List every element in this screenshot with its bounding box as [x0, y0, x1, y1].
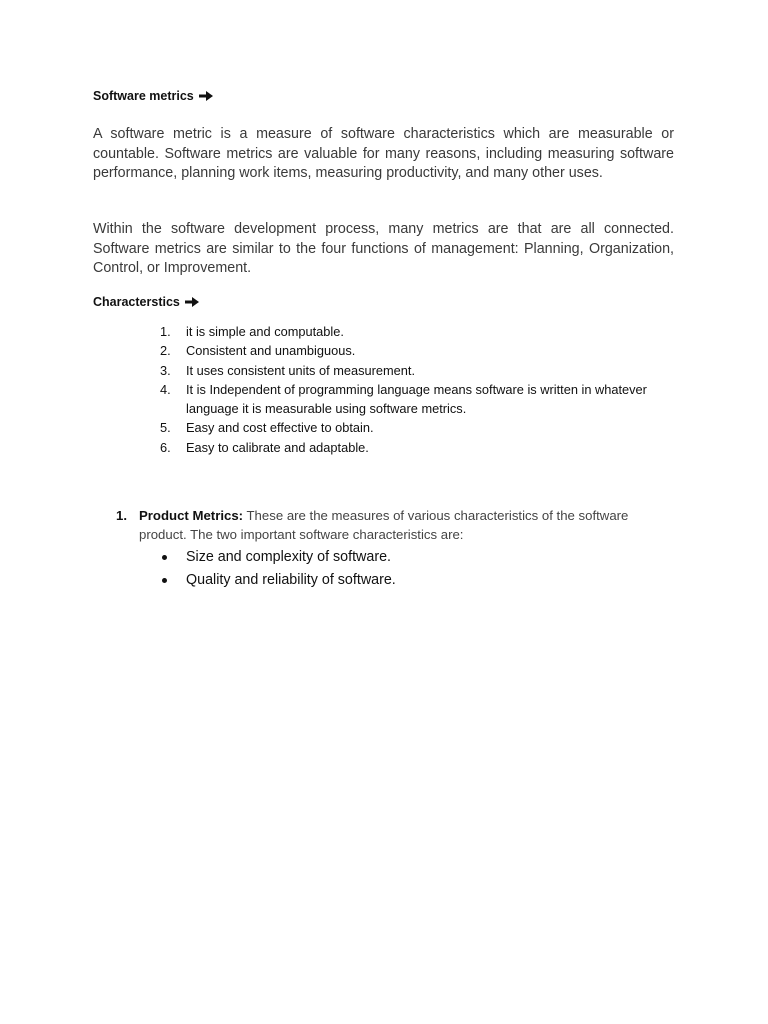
characteristics-list [160, 322, 660, 457]
product-metrics-body [139, 506, 676, 544]
list-item-text: It is Independent of programming language means software is written in whatever language it is measurable using software metrics. [186, 381, 647, 417]
list-item-number: 6. [160, 439, 171, 455]
list-item-number: 1. [160, 324, 171, 339]
bullet-item-text: Quality and reliability of software. [186, 572, 396, 588]
list-item-number: 4. [160, 381, 171, 397]
list-item [160, 322, 660, 341]
heading-software-metrics-text: Software metrics [93, 89, 194, 103]
list-item [160, 380, 660, 419]
list-item-text: it is simple and computable. [186, 324, 344, 339]
list-item-text: It uses consistent units of measurement. [186, 362, 416, 378]
list-item-text: Easy and cost effective to obtain. [186, 420, 374, 436]
paragraph-development-process: Within the software development process, many metrics are that are all connected. Software metrics are similar to the four functions of management: Planning, Organization, Control, or Improvement. [93, 221, 674, 276]
list-item [160, 341, 660, 360]
list-item-text: Consistent and unambiguous. [186, 343, 356, 359]
paragraph-definition: A software metric is a measure of software characteristics which are measurable or countable. Software metrics are valuable for many reasons, including measuring software performance, planning work items, measuring productivity, and many other uses. [93, 126, 674, 181]
bullet-dot-icon [162, 555, 167, 560]
bullet-item [162, 546, 396, 569]
bullet-item-text: Size and complexity of software. [186, 549, 392, 565]
list-item-number: 3. [160, 362, 171, 378]
product-metrics-lead: Product Metrics: [139, 508, 244, 523]
bullet-item [162, 569, 396, 592]
list-item-number: 5. [160, 420, 171, 436]
heading-software-metrics [93, 89, 214, 103]
bullet-dot-icon [162, 578, 167, 583]
list-item [160, 438, 660, 457]
arrow-right-icon [184, 296, 200, 308]
product-metrics-text: These are the measures of various characteristics of the software product. The two important software characteristics are: [139, 508, 629, 542]
product-metrics-item [116, 506, 676, 544]
heading-characteristics-text: Characterstics [93, 295, 180, 309]
list-item-text: Easy to calibrate and adaptable. [186, 439, 369, 455]
list-item-number: 2. [160, 343, 171, 359]
list-item [160, 361, 660, 380]
list-item [160, 418, 660, 437]
product-characteristics-bullets [162, 546, 396, 592]
heading-characteristics [93, 295, 200, 309]
product-metrics-number: 1. [116, 508, 127, 523]
arrow-right-icon [198, 90, 214, 102]
